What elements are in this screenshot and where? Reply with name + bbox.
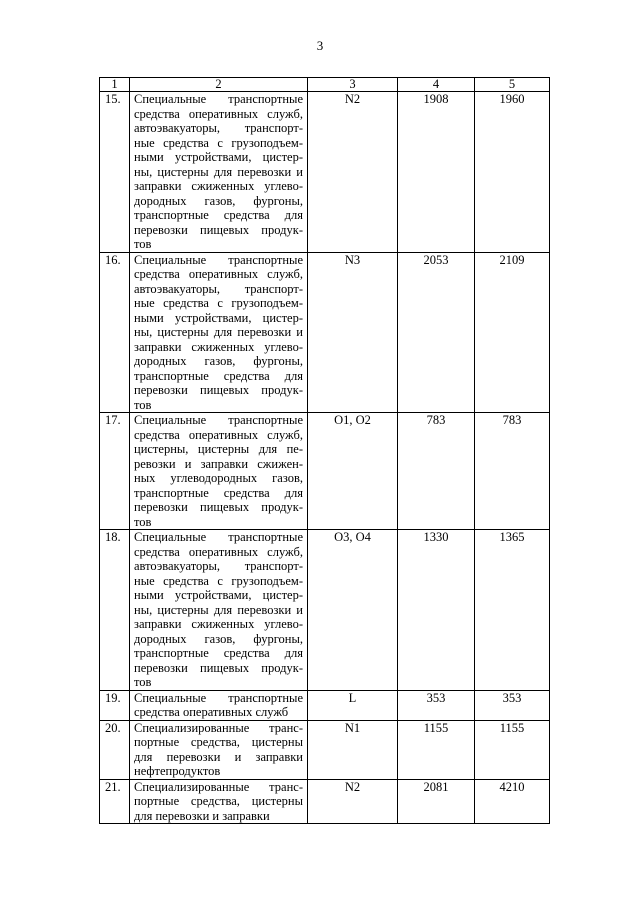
vehicle-category: N2 — [308, 779, 398, 824]
vehicle-description — [130, 779, 308, 824]
value-col4: 2053 — [398, 252, 475, 413]
description-line: транспортные средства для — [134, 485, 303, 500]
description-line: перевозки пищевых продук- — [134, 660, 303, 675]
value-col4: 2081 — [398, 779, 475, 824]
value-col4: 1155 — [398, 720, 475, 779]
description-line: автоэвакуаторы, транспорт- — [134, 121, 303, 135]
table-row — [100, 530, 550, 691]
table-row — [100, 690, 550, 720]
description-line: дородных газов, фургоны, — [134, 193, 303, 208]
description-line: Специализированные транс- — [134, 779, 303, 794]
description-line: тов — [134, 397, 152, 412]
row-number: 21. — [100, 779, 130, 824]
description-line: заправки сжиженных углево- — [134, 339, 303, 354]
description-line: автоэвакуаторы, транспорт- — [134, 559, 303, 573]
description-line: перевозки пищевых продук- — [134, 383, 303, 397]
description-line: Специальные транспортные — [134, 690, 303, 705]
description-line: тов — [134, 675, 152, 689]
description-line: ные средства с грузоподъем- — [134, 135, 303, 150]
description-line: Специализированные транс- — [134, 720, 303, 735]
value-col5: 2109 — [475, 252, 550, 413]
vehicle-category: O1, O2 — [308, 413, 398, 530]
value-col4: 353 — [398, 690, 475, 720]
vehicle-description — [130, 720, 308, 779]
vehicle-category: N1 — [308, 720, 398, 779]
description-line: ными устройствами, цистер- — [134, 310, 303, 325]
table-row — [100, 720, 550, 779]
description-line: транспортные средства для — [134, 646, 303, 660]
description-line: Специальные транспортные — [134, 92, 303, 106]
description-line: ны, цистерны для перевозки и — [134, 325, 303, 339]
row-number: 15. — [100, 92, 130, 253]
description-line: автоэвакуаторы, транспорт- — [134, 281, 303, 296]
description-line: транспортные средства для — [134, 368, 303, 383]
table-row — [100, 413, 550, 530]
value-col4: 1908 — [398, 92, 475, 253]
description-line: ных углеводородных газов, — [134, 471, 303, 485]
header-cell-2: 2 — [130, 78, 308, 92]
page-number: 3 — [316, 38, 324, 53]
value-col5: 1960 — [475, 92, 550, 253]
description-line: портные средства, цистерны — [134, 735, 303, 749]
value-col4: 1330 — [398, 530, 475, 691]
vehicle-category: N2 — [308, 92, 398, 253]
table-row — [100, 252, 550, 413]
row-number: 18. — [100, 530, 130, 691]
vehicle-description — [130, 690, 308, 720]
description-line: ными устройствами, цистер- — [134, 150, 303, 164]
description-line: транспортные средства для — [134, 208, 303, 222]
row-number: 20. — [100, 720, 130, 779]
header-cell-1: 1 — [100, 78, 130, 92]
value-col5: 353 — [475, 690, 550, 720]
row-number: 19. — [100, 690, 130, 720]
header-cell-3: 3 — [308, 78, 398, 92]
description-line: портные средства, цистерны — [134, 794, 303, 808]
description-line: Специальные транспортные — [134, 413, 303, 427]
description-line: для перевозки и заправки — [134, 808, 270, 823]
row-number: 16. — [100, 252, 130, 413]
description-line: нефтепродуктов — [134, 764, 221, 778]
vehicle-description — [130, 92, 308, 253]
description-line: дородных газов, фургоны, — [134, 631, 303, 646]
description-line: ные средства с грузоподъем- — [134, 296, 303, 310]
description-line: перевозки пищевых продук- — [134, 222, 303, 237]
description-line: заправки сжиженных углево- — [134, 617, 303, 631]
description-line: цистерны, цистерны для пе- — [134, 442, 303, 456]
vehicle-category: L — [308, 690, 398, 720]
description-line: Специальные транспортные — [134, 252, 303, 267]
value-col5: 1155 — [475, 720, 550, 779]
description-line: дородных газов, фургоны, — [134, 354, 303, 368]
description-line: Специальные транспортные — [134, 530, 303, 544]
value-col5: 4210 — [475, 779, 550, 824]
description-line: для перевозки и заправки — [134, 749, 303, 764]
table-row — [100, 779, 550, 824]
description-line: средства оперативных служб, — [134, 544, 303, 559]
description-line: ревозки и заправки сжижен- — [134, 456, 303, 471]
description-line: перевозки пищевых продук- — [134, 500, 303, 514]
description-line: средства оперативных служб — [134, 705, 289, 719]
description-line: средства оперативных служб, — [134, 267, 303, 281]
table-header-row — [100, 78, 550, 92]
value-col4: 783 — [398, 413, 475, 530]
vehicle-description — [130, 530, 308, 691]
description-line: ны, цистерны для перевозки и — [134, 164, 303, 179]
vehicle-description — [130, 413, 308, 530]
value-col5: 783 — [475, 413, 550, 530]
vehicle-category: O3, O4 — [308, 530, 398, 691]
vehicle-category: N3 — [308, 252, 398, 413]
description-line: ны, цистерны для перевозки и — [134, 602, 303, 617]
description-line: тов — [134, 514, 152, 529]
description-line: ными устройствами, цистер- — [134, 588, 303, 602]
description-line: тов — [134, 237, 152, 251]
description-line: средства оперативных служб, — [134, 427, 303, 442]
description-line: заправки сжиженных углево- — [134, 179, 303, 193]
header-cell-4: 4 — [398, 78, 475, 92]
vehicle-table — [99, 77, 550, 824]
description-line: средства оперативных служб, — [134, 106, 303, 121]
table-row — [100, 92, 550, 253]
row-number: 17. — [100, 413, 130, 530]
description-line: ные средства с грузоподъем- — [134, 573, 303, 588]
vehicle-description — [130, 252, 308, 413]
header-cell-5: 5 — [475, 78, 550, 92]
value-col5: 1365 — [475, 530, 550, 691]
